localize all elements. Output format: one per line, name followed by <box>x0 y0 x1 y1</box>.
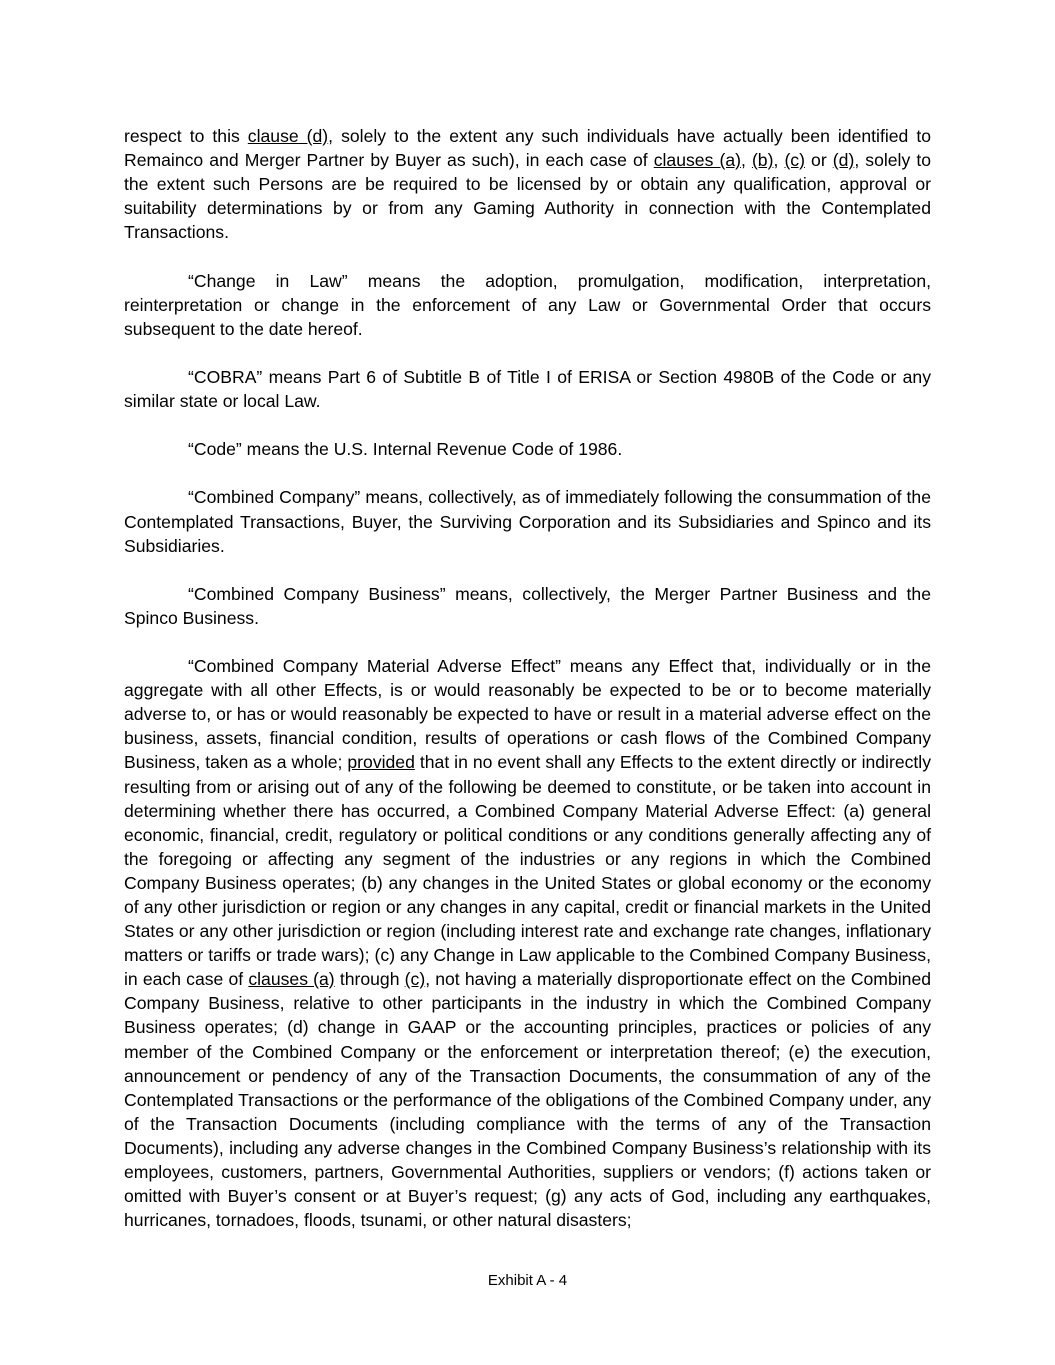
clause-reference: clauses (a) <box>653 150 741 171</box>
definition-code: “Code” means the U.S. Internal Revenue Code of 1986. <box>188 439 623 460</box>
paragraph-continuation <box>124 124 931 244</box>
text-run: , <box>773 150 785 171</box>
definition-combined-company: “Combined Company” means, collectively, as of immediately following the consummation of the Contemplated Transactions, Buyer, the Surviving Corporation and its Subsidiaries and Spinco and its Subsidiaries. <box>124 487 931 556</box>
proviso-term: provided <box>347 752 415 773</box>
document-body <box>124 124 931 1256</box>
text-run: or <box>804 150 833 171</box>
text-run: that in no event shall any Effects to the extent directly or indirectly resulting from or arising out of any of the following be deemed to constitute, or be taken into account in determining whether there has occurred, a Combined Company Material Adverse Effect: (a) general economic, financial, credit, regulatory or political conditions or any conditions generally affecting any of the foregoing or affecting any segment of the industries or any regions in which the Combined Company Business operates; (b) any changes in the United States or global economy or the economy of any other jurisdiction or region or any changes in any capital, credit or financial markets in the United States or any other jurisdiction or region (including interest rate and exchange rate changes, inflationary matters or tariffs or trade wars); (c) any Change in Law applicable to the Combined Company Business, in each case of <box>124 752 931 990</box>
text-run: , solely to the extent any such individuals have actually been identified to Remainco and Merger Partner by Buyer as such), in each case of <box>124 126 931 171</box>
clause-reference: (d) <box>832 150 855 171</box>
definition-cobra: “COBRA” means Part 6 of Subtitle B of Title I of ERISA or Section 4980B of the Code or any similar state or local Law. <box>124 366 931 412</box>
text-run: , solely to the extent such Persons are be required to be licensed by or obtain any qualification, approval or suitability determinations by or from any Gaming Authority in connection with the Contemplated Transactions. <box>124 150 932 243</box>
text-run: , <box>740 150 752 171</box>
clause-reference: (c) <box>404 969 426 990</box>
text-run: , not having a materially disproportionate effect on the Combined Company Business, relative to other participants in the industry in which the Combined Company Business operates; (d) change in GAAP or the accounting principles, practices or policies of any member of the Combined Company or the enforcement or interpretation thereof; (e) the execution, announcement or pendency of any of the Transaction Documents, the consummation of any of the Contemplated Transactions or the performance of the obligations of the Combined Company under, any of the Transaction Documents (including compliance with the terms of any of the Transaction Documents), including any adverse changes in the Combined Company Business’s relationship with its employees, customers, partners, Governmental Authorities, suppliers or vendors; (f) actions taken or omitted with Buyer’s consent or at Buyer’s request; (g) any acts of God, including any earthquakes, hurricanes, tornadoes, floods, tsunami, or other natural disasters; <box>124 969 932 1231</box>
text-run: through <box>334 969 405 990</box>
clause-reference: clause (d) <box>247 126 329 146</box>
definition-combined-company-material-adverse-effect <box>124 654 931 1232</box>
page-footer: Exhibit A - 4 <box>487 1272 568 1289</box>
text-run: “Combined Company Material Adverse Effect” means any Effect that, individually or in the aggregate with all other Effects, is or would reasonably be expected to be or to become materially adverse to, or has or would reasonably be expected to have or result in a material adverse effect on the business, assets, financial condition, results of operations or cash flows of the Combined Company Business, taken as a whole; <box>124 656 931 773</box>
clause-reference: (c) <box>784 150 805 171</box>
definition-combined-company-business: “Combined Company Business” means, collectively, the Merger Partner Business and the Spinco Business. <box>124 583 931 628</box>
clause-reference: clauses (a) <box>248 969 335 990</box>
definition-change-in-law: “Change in Law” means the adoption, promulgation, modification, interpretation, reinterpretation or change in the enforcement of any Law or Governmental Order that occurs subsequent to the date hereof. <box>124 270 931 339</box>
clause-reference: (b) <box>751 150 774 171</box>
text-run: respect to this <box>124 126 248 146</box>
